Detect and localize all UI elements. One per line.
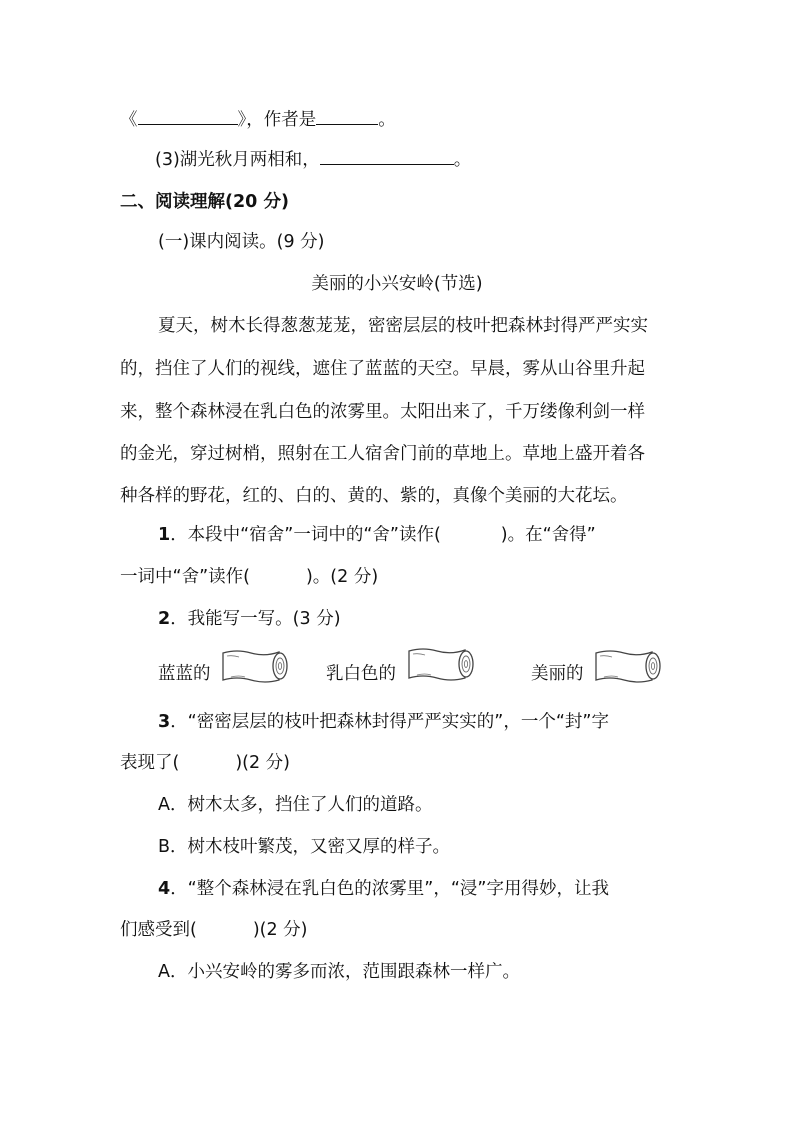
- question-4-continued: [120, 918, 308, 942]
- question-number: 3: [158, 712, 171, 732]
- question-text: )。(2 分): [305, 567, 379, 587]
- line2-end: 。: [453, 150, 472, 170]
- question-text: 一词中“舍”读作(: [120, 567, 250, 587]
- book-open-quote: 《: [120, 110, 138, 130]
- part-heading: (一)课内阅读。(9 分): [158, 232, 325, 252]
- question-text: ．我能写一写。(3 分): [170, 609, 341, 629]
- question-number: 1: [158, 525, 171, 545]
- question-text: 们感受到(: [120, 920, 197, 940]
- passage-title: 美丽的小兴安岭(节选): [311, 274, 483, 294]
- question-3-continued: [120, 751, 290, 775]
- question-text: )。在“舍得”: [500, 525, 596, 545]
- write-item: [326, 662, 396, 686]
- book-title-blank[interactable]: [138, 108, 238, 125]
- question-text: ．本段中“宿舍”一词中的“舍”读作(: [170, 525, 441, 545]
- poem-line-prompt: (3)湖光秋月两相和，: [155, 150, 320, 170]
- question-1: [158, 523, 596, 547]
- write-item-label: 蓝蓝的: [158, 664, 211, 684]
- author-prompt: 》，作者是: [237, 110, 317, 130]
- option-a[interactable]: A．树木太多，挡住了人们的道路。: [158, 795, 433, 815]
- option-b[interactable]: B．树木枝叶繁茂，又密又厚的样子。: [158, 837, 451, 857]
- log-icon[interactable]: [403, 645, 475, 683]
- question-text: ．“密密层层的枝叶把森林封得严严实实的”，一个“封”字: [170, 712, 609, 732]
- question-number: 2: [158, 609, 171, 629]
- write-item: [531, 662, 584, 686]
- author-blank[interactable]: [316, 108, 378, 125]
- log-icon[interactable]: [590, 647, 662, 685]
- question-3: [158, 710, 609, 734]
- question-text: )(2 分): [235, 753, 291, 773]
- question-number: 4: [158, 879, 171, 899]
- option-a[interactable]: A．小兴安岭的雾多而浓，范围跟森林一样广。: [158, 962, 520, 982]
- question-text: ．“整个森林浸在乳白色的浓雾里”，“浸”字用得妙，让我: [170, 879, 609, 899]
- passage-line: 夏天，树木长得葱葱茏茏，密密层层的枝叶把森林封得严严实实: [158, 316, 648, 336]
- poem-line-blank[interactable]: [320, 148, 454, 165]
- question-text: 表现了(: [120, 753, 180, 773]
- log-icon[interactable]: [217, 647, 289, 685]
- question-4: [158, 877, 609, 901]
- question-2: [158, 607, 341, 631]
- passage-line: 的金光，穿过树梢，照射在工人宿舍门前的草地上。草地上盛开着各: [120, 444, 645, 464]
- question-text: )(2 分): [252, 920, 308, 940]
- write-item-label: 美丽的: [531, 664, 584, 684]
- section-heading: 二、阅读理解(20 分): [120, 192, 289, 212]
- fill-blank-line-1: [120, 108, 396, 132]
- passage-line: 的，挡住了人们的视线，遮住了蓝蓝的天空。早晨，雾从山谷里升起: [120, 359, 645, 379]
- fill-blank-line-2: [155, 148, 471, 172]
- question-1-continued: [120, 565, 378, 589]
- passage-line: 种各样的野花，红的、白的、黄的、紫的，真像个美丽的大花坛。: [120, 486, 628, 506]
- passage-line: 来，整个森林浸在乳白色的浓雾里。太阳出来了，千万缕像利剑一样: [120, 402, 645, 422]
- write-item-label: 乳白色的: [326, 664, 396, 684]
- write-item: [158, 662, 211, 686]
- line1-end: 。: [378, 110, 396, 130]
